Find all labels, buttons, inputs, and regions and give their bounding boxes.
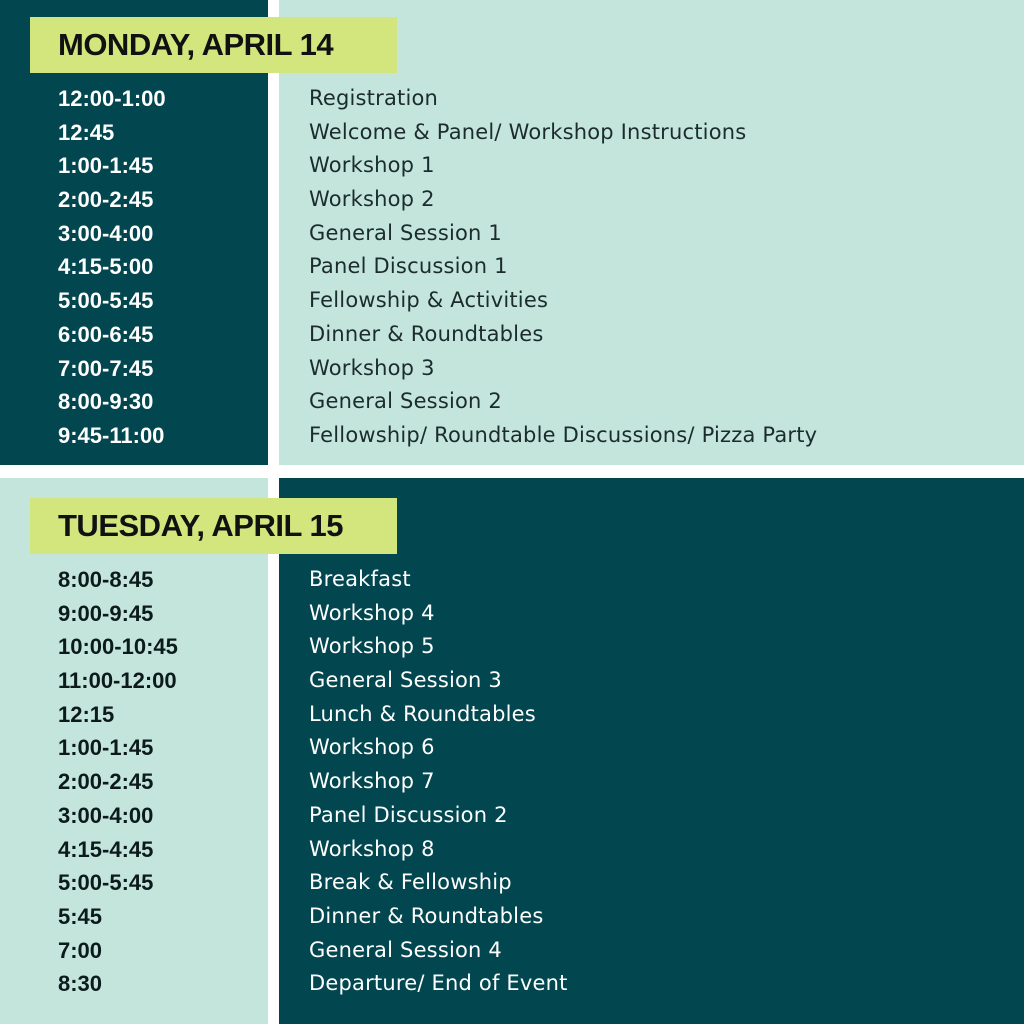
schedule-row: [0, 866, 1024, 900]
schedule-row: [0, 183, 1024, 217]
schedule-row: [0, 731, 1024, 765]
schedule-event: Workshop 8: [309, 836, 435, 861]
schedule-event: Panel Discussion 2: [309, 802, 508, 827]
schedule-time: 5:00-5:45: [58, 288, 154, 314]
schedule-row: [0, 385, 1024, 419]
schedule-event: Workshop 4: [309, 600, 435, 625]
schedule-time: 10:00-10:45: [58, 634, 178, 660]
schedule-time: 3:00-4:00: [58, 220, 154, 246]
schedule-row: [0, 900, 1024, 934]
schedule-time: 4:15-4:45: [58, 836, 154, 862]
schedule-row: [0, 217, 1024, 251]
schedule-event: Registration: [309, 86, 439, 110]
schedule-event: Break & Fellowship: [309, 870, 512, 895]
schedule-event: Workshop 3: [309, 355, 435, 380]
schedule-event: General Session 4: [309, 937, 502, 962]
schedule-row: [0, 116, 1024, 150]
schedule-event: Workshop 2: [309, 187, 435, 212]
schedule-event: General Session 3: [309, 668, 502, 693]
schedule-time: 9:00-9:45: [58, 600, 154, 626]
schedule-row: [0, 318, 1024, 352]
schedule-time: 5:45: [58, 903, 103, 929]
schedule-time: 7:00: [58, 937, 103, 963]
schedule-event: Workshop 5: [309, 634, 435, 659]
schedule-time: 2:00-2:45: [58, 769, 154, 795]
schedule-event: General Session 2: [309, 389, 502, 414]
schedule-row: [0, 352, 1024, 386]
schedule-event: Panel Discussion 1: [309, 254, 508, 279]
schedule-time: 12:15: [58, 701, 115, 727]
schedule-row: [0, 149, 1024, 183]
schedule-row: [0, 799, 1024, 833]
schedule-event: Dinner & Roundtables: [309, 321, 544, 346]
schedule-event: Dinner & Roundtables: [309, 903, 544, 928]
schedule-row: [0, 563, 1024, 597]
tuesday-schedule-list: [0, 563, 1024, 1001]
schedule-event: Fellowship & Activities: [309, 288, 549, 313]
schedule-time: 4:15-5:00: [58, 254, 154, 280]
schedule-event: Workshop 7: [309, 769, 435, 794]
schedule-time: 5:00-5:45: [58, 870, 154, 896]
schedule-time: 12:00-1:00: [58, 86, 166, 111]
schedule-row: [0, 664, 1024, 698]
schedule-row: [0, 630, 1024, 664]
schedule-time: 2:00-2:45: [58, 187, 154, 213]
schedule-event: Workshop 6: [309, 735, 435, 760]
schedule-row: [0, 82, 1024, 116]
schedule-row: [0, 284, 1024, 318]
schedule-row: [0, 597, 1024, 631]
monday-schedule-list: [0, 82, 1024, 453]
schedule-event: Breakfast: [309, 567, 411, 591]
schedule-time: 11:00-12:00: [58, 668, 177, 694]
schedule-time: 8:30: [58, 971, 103, 997]
schedule-row: [0, 765, 1024, 799]
schedule-event: Workshop 1: [309, 153, 435, 178]
schedule-time: 12:45: [58, 119, 115, 145]
monday-heading: MONDAY, APRIL 14: [30, 17, 397, 73]
tuesday-heading: TUESDAY, APRIL 15: [30, 498, 397, 554]
schedule-time: 8:00-8:45: [58, 567, 154, 592]
schedule-event: Departure/ End of Event: [309, 971, 568, 996]
schedule-row: [0, 419, 1024, 453]
schedule-row: [0, 250, 1024, 284]
schedule-event: General Session 1: [309, 220, 502, 245]
schedule-time: 8:00-9:30: [58, 389, 154, 415]
schedule-time: 9:45-11:00: [58, 422, 165, 448]
schedule-event: Lunch & Roundtables: [309, 701, 536, 726]
schedule-time: 1:00-1:45: [58, 153, 154, 179]
schedule-row: [0, 934, 1024, 968]
schedule-event: Welcome & Panel/ Workshop Instructions: [309, 119, 747, 144]
schedule-time: 6:00-6:45: [58, 321, 154, 347]
schedule-time: 7:00-7:45: [58, 355, 154, 381]
schedule-row: [0, 967, 1024, 1001]
schedule-row: [0, 833, 1024, 867]
schedule-time: 1:00-1:45: [58, 735, 154, 761]
schedule-event: Fellowship/ Roundtable Discussions/ Pizza Party: [309, 422, 818, 447]
schedule-time: 3:00-4:00: [58, 802, 154, 828]
schedule-row: [0, 698, 1024, 732]
